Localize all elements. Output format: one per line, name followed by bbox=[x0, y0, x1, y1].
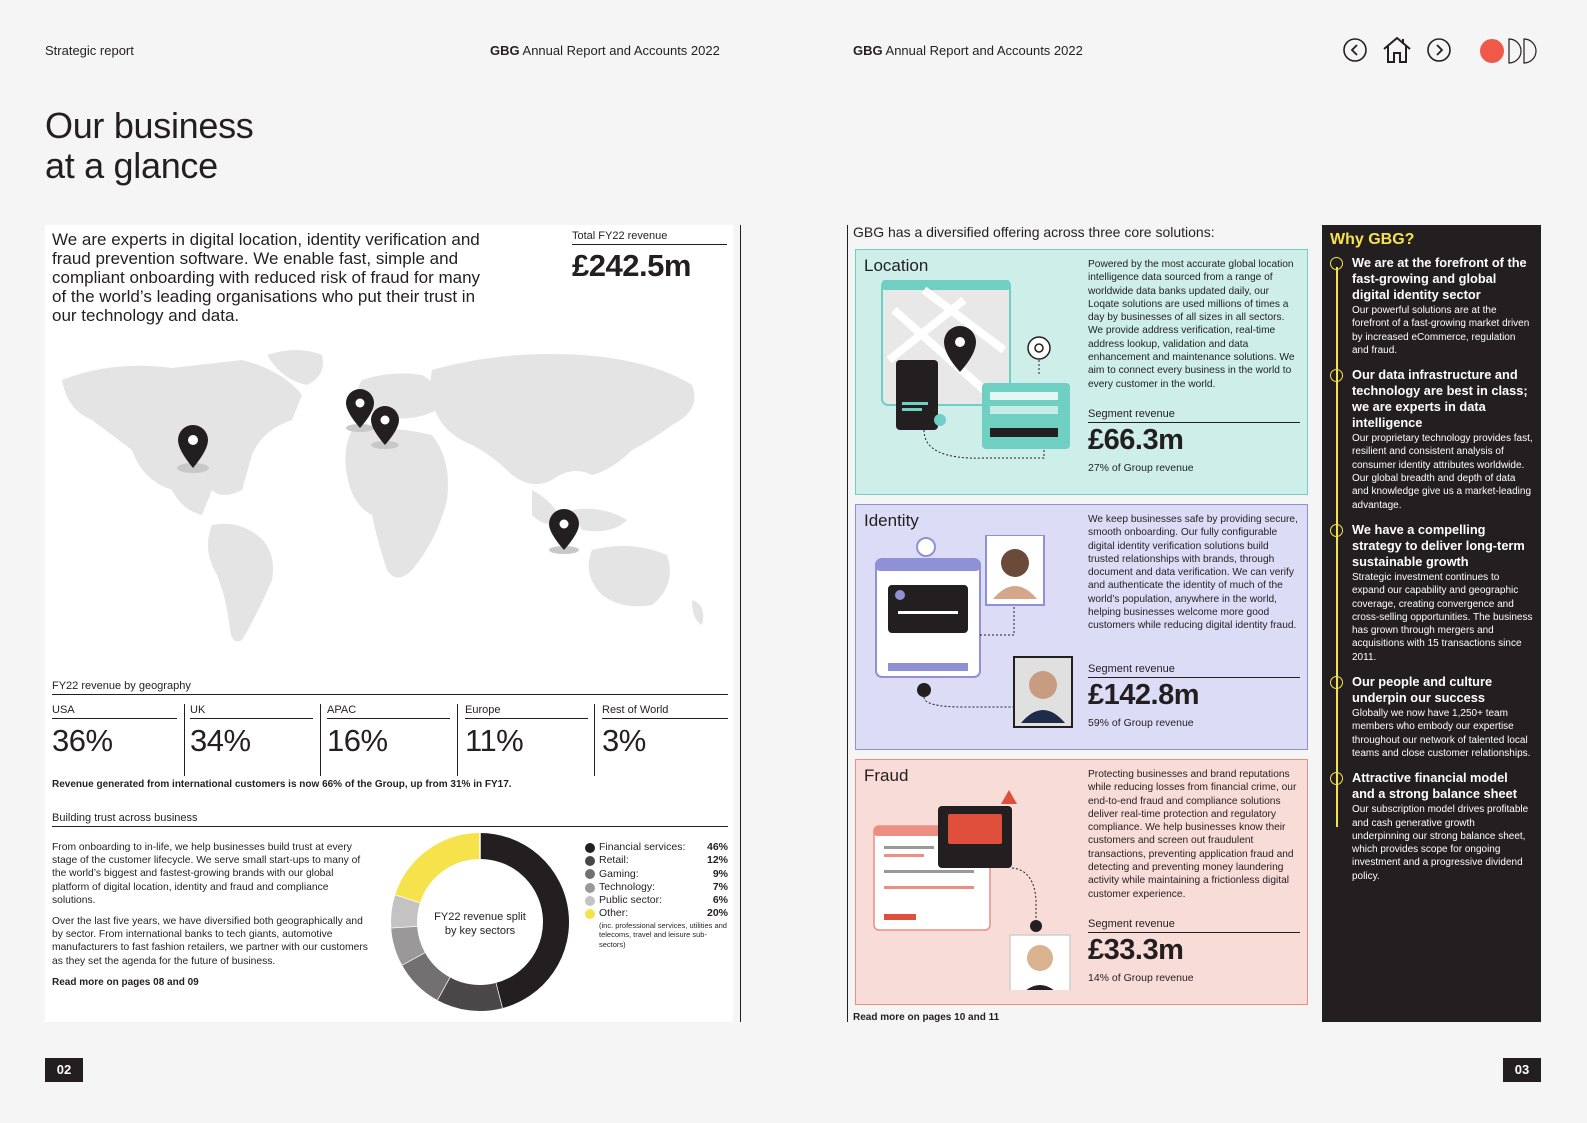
legend-value: 7% bbox=[712, 880, 728, 893]
read-more-link-left[interactable]: Read more on pages 08 and 09 bbox=[52, 977, 199, 988]
bullet-ring-icon bbox=[1330, 772, 1343, 785]
segment-revenue-label: Segment revenue bbox=[1088, 408, 1300, 423]
left-report-title bbox=[490, 43, 720, 58]
left-brand: GBG bbox=[490, 43, 520, 58]
geo-name: Europe bbox=[465, 704, 588, 719]
legend-entry-public-sector bbox=[585, 894, 728, 907]
why-item bbox=[1330, 522, 1534, 664]
legend-swatch bbox=[585, 869, 595, 879]
why-item-heading: Attractive financial model and a strong balance sheet bbox=[1352, 770, 1517, 802]
geo-value: 3% bbox=[602, 723, 646, 758]
card-name: Fraud bbox=[864, 766, 909, 785]
offering-title: GBG has a diversified offering across three core solutions: bbox=[853, 224, 1215, 240]
geo-value: 36% bbox=[52, 723, 113, 758]
trust-para-2: Over the last five years, we have diversified both geographically and by sector. From international banks to tech giants, automotive manufacturers to fast fashion retailers, we partner with our customers as they set the agenda for the future of business. bbox=[52, 916, 368, 967]
legend-value: 20% bbox=[706, 907, 728, 920]
legend-entry-technology bbox=[585, 881, 728, 894]
legend-other-note: (inc. professional services, utilities and telecoms, travel and leisure sub-sectors) bbox=[599, 920, 727, 949]
why-gbg-title: Why GBG? bbox=[1330, 231, 1415, 248]
why-gbg-panel bbox=[1322, 225, 1541, 1022]
page-title-line2: at a glance bbox=[45, 145, 218, 186]
donut-slice-gaming bbox=[413, 959, 443, 989]
donut-title-line2: by key sectors bbox=[444, 925, 516, 937]
bullet-ring-icon bbox=[1330, 257, 1343, 270]
legend-value: 46% bbox=[706, 841, 728, 853]
geo-europe bbox=[465, 704, 588, 776]
page-number-left: 02 bbox=[45, 1058, 83, 1082]
segment-revenue-value: £66.3m bbox=[1088, 424, 1184, 456]
right-brand: GBG bbox=[853, 43, 883, 58]
geo-apac bbox=[327, 704, 450, 776]
why-item-heading: Our data infrastructure and technology are best in class; we are experts in data intelligence bbox=[1352, 367, 1528, 431]
geo-value: 34% bbox=[190, 723, 251, 758]
geo-uk bbox=[190, 704, 313, 776]
segment-revenue-pct: 59% of Group revenue bbox=[1088, 717, 1194, 729]
why-item bbox=[1330, 674, 1534, 760]
read-more-link-right[interactable]: Read more on pages 10 and 11 bbox=[853, 1012, 1000, 1023]
why-items bbox=[1330, 255, 1534, 893]
geo-value: 16% bbox=[327, 723, 388, 758]
segment-revenue-label: Segment revenue bbox=[1088, 663, 1300, 678]
left-title-text: Annual Report and Accounts 2022 bbox=[522, 43, 720, 58]
trust-text bbox=[52, 841, 372, 976]
section-label: Strategic report bbox=[45, 43, 134, 58]
card-description: We keep businesses safe by providing secure, smooth onboarding. Our fully configurable digital identity verification solutions build trusted relationships with brands, through document and data verification. We can verify and authenticate the identity of much of the world’s population, anywhere in the world, helping businesses welcome more good customers while reducing digital identity fraud. bbox=[1088, 514, 1298, 632]
chevron-right-icon[interactable] bbox=[1425, 36, 1453, 64]
intro-text: We are experts in digital location, identity verification and fraud prevention software. We enable fast, simple and compliant onboarding with reduced risk of fraud for many of the world’s leading organisations who put their trust in our technology and data. bbox=[52, 230, 481, 325]
legend-label: Gaming: bbox=[599, 867, 639, 880]
divider bbox=[847, 225, 848, 1022]
legend-swatch bbox=[585, 883, 595, 893]
why-item-heading: We have a compelling strategy to deliver long-term sustainable growth bbox=[1352, 521, 1525, 569]
segment-revenue-label: Segment revenue bbox=[1088, 918, 1300, 933]
card-description: Protecting businesses and brand reputations while reducing losses from financial crime, our end-to-end fraud and compliance solutions deliver real-time protection and regulatory compliance. We help businesses know their customers and screen out fraudulent transactions, preventing application fraud and detecting and preventing money laundering activity while maintaining a frictionless digital customer experience. bbox=[1088, 769, 1297, 900]
sector-legend bbox=[585, 841, 728, 949]
geo-rest-of-world bbox=[602, 704, 728, 776]
total-revenue-value: £242.5m bbox=[572, 248, 691, 283]
segment-revenue-value: £142.8m bbox=[1088, 679, 1199, 711]
why-item-heading: Our people and culture underpin our success bbox=[1352, 674, 1493, 706]
fraud-card bbox=[855, 759, 1308, 1005]
right-title-text: Annual Report and Accounts 2022 bbox=[885, 43, 1083, 58]
bullet-ring-icon bbox=[1330, 676, 1343, 689]
total-revenue-label: Total FY22 revenue bbox=[572, 230, 727, 245]
gbg-logo bbox=[1480, 37, 1542, 65]
geo-usa bbox=[52, 704, 177, 776]
geography-note: Revenue generated from international customers is now 66% of the Group, up from 31% in FY17. bbox=[52, 779, 512, 790]
chevron-left-icon[interactable] bbox=[1341, 36, 1369, 64]
geography-label: FY22 revenue by geography bbox=[52, 680, 728, 695]
legend-entry-other bbox=[585, 907, 728, 920]
bullet-ring-icon bbox=[1330, 369, 1343, 382]
legend-value: 6% bbox=[712, 894, 728, 907]
segment-revenue-value: £33.3m bbox=[1088, 934, 1184, 966]
donut-slice-retail bbox=[443, 989, 499, 998]
legend-label: Other: bbox=[599, 907, 629, 920]
legend-swatch bbox=[585, 843, 595, 853]
donut-slice-other bbox=[408, 846, 480, 899]
geo-divider bbox=[594, 704, 595, 776]
why-item-heading: We are at the forefront of the fast-growing and global digital identity sector bbox=[1352, 255, 1527, 302]
donut-title-line1: FY22 revenue split bbox=[434, 911, 526, 923]
geo-divider bbox=[184, 704, 185, 776]
why-item-body: Our subscription model drives profitable and cash generative growth underpinning our strong balance sheet, which provides scope for ongoing investment and a progressive dividend policy. bbox=[1352, 804, 1529, 882]
page-title bbox=[45, 106, 254, 186]
legend-value: 9% bbox=[712, 867, 728, 880]
legend-entry-financial-services bbox=[585, 841, 728, 854]
identity-card bbox=[855, 504, 1308, 750]
legend-swatch bbox=[585, 909, 595, 919]
segment-revenue-pct: 14% of Group revenue bbox=[1088, 972, 1194, 984]
legend-label: Public sector: bbox=[599, 894, 663, 907]
page-title-line1: Our business bbox=[45, 105, 254, 146]
right-report-title bbox=[853, 43, 1083, 58]
why-item bbox=[1330, 770, 1534, 883]
segment-revenue-pct: 27% of Group revenue bbox=[1088, 462, 1194, 474]
why-item bbox=[1330, 255, 1534, 357]
page-number-right: 03 bbox=[1503, 1058, 1541, 1082]
location-card bbox=[855, 249, 1308, 495]
trust-label: Building trust across business bbox=[52, 812, 728, 827]
legend-label: Financial services: bbox=[599, 841, 686, 853]
card-name: Location bbox=[864, 256, 929, 275]
sector-donut-chart bbox=[390, 832, 570, 1012]
geo-name: USA bbox=[52, 704, 177, 719]
legend-value: 12% bbox=[706, 854, 728, 867]
why-item-body: Strategic investment continues to expand our capability and geographic coverage, creating convergence and cross-selling opportunities. The business has grown through mergers and acquisitions with 15 transactions since 2011. bbox=[1352, 571, 1533, 663]
legend-swatch bbox=[585, 856, 595, 866]
trust-para-1: From onboarding to in-life, we help businesses build trust at every stage of the customer lifecycle. We serve small start-ups to many of the world’s biggest and fastest-growing brands with our global platform of digital location, identity and fraud and compliance solutions. bbox=[52, 842, 361, 906]
geo-divider bbox=[457, 704, 458, 776]
card-description: Powered by the most accurate global location intelligence data sourced from a range of worldwide data banks updated daily, our Loqate solutions are used millions of times a day by businesses of all sizes in all sectors. We provide address verification, real-time address lookup, validation and data enhancement and maintenance solutions. We aim to connect every business in the world to every customer in the world. bbox=[1088, 259, 1295, 390]
card-name: Identity bbox=[864, 511, 919, 530]
donut-slice-technology bbox=[404, 927, 413, 959]
geo-divider bbox=[320, 704, 321, 776]
geo-name: Rest of World bbox=[602, 704, 728, 719]
identity-illustration bbox=[864, 535, 1074, 735]
location-illustration bbox=[864, 280, 1074, 480]
fraud-illustration bbox=[864, 790, 1074, 990]
why-item-body: Globally we now have 1,250+ team members who embody our expertise throughout our network of talented local teams and close customer relationships. bbox=[1352, 708, 1531, 759]
legend-swatch bbox=[585, 896, 595, 906]
donut-slice-public-sector bbox=[404, 899, 408, 927]
divider bbox=[740, 225, 741, 1022]
legend-label: Retail: bbox=[599, 854, 629, 867]
world-map bbox=[52, 340, 728, 660]
geo-name: UK bbox=[190, 704, 313, 719]
geo-name: APAC bbox=[327, 704, 450, 719]
legend-entry-retail bbox=[585, 854, 728, 867]
home-icon[interactable] bbox=[1381, 34, 1413, 66]
legend-label: Technology: bbox=[599, 880, 656, 893]
legend-entry-gaming bbox=[585, 868, 728, 881]
geo-value: 11% bbox=[465, 723, 524, 758]
why-item-body: Our proprietary technology provides fast, resilient and consistent analysis of consumer identity attributes worldwide. Our global breadth and depth of data and knowledge give us a market-leading advantage. bbox=[1352, 433, 1533, 511]
why-item-body: Our powerful solutions are at the forefront of a fast-growing market driven by increased eCommerce, regulation and fraud. bbox=[1352, 305, 1530, 356]
bullet-ring-icon bbox=[1330, 524, 1343, 537]
why-item bbox=[1330, 367, 1534, 512]
